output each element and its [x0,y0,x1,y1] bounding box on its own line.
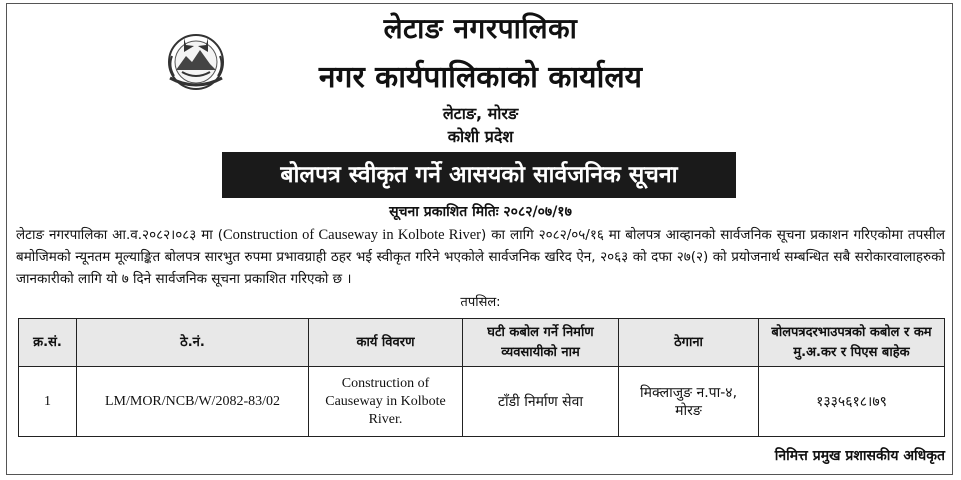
body-part-1: लेटाङ नगरपालिका आ.व.२०८२।०८३ मा ( [16,227,223,243]
body-part-2: ) का लागि २०८२/०५/१६ मा बोलपत्र आव्हानको सार्वजनिक सूचना प्रकाशन गरिएकोमा तपसील बमोजिमको न्यूनतम मूल्याङ्कित बोलपत्र सारभुत रुपमा प्रभावग्राही ठहर भई स्वीकृत गरिने भएकोले सार्वजनिक खरिद ऐन, २०६३ को दफा २७(२) को प्रयोजनार्थ सम्बन्धित सबै सरोकारवालाहरुको जानकारीको लागि यो ७ दिने सार्वजनिक सूचना प्रकाशित गरिएको छ । [16,227,946,287]
table-row [19,367,945,437]
schedule-label: तपसिल: [460,295,501,310]
cell-sn: 1 [19,367,77,437]
table-header-row [19,319,945,367]
cell-description: Construction of Causeway in Kolbote River. [309,367,463,437]
notice-body [16,224,945,290]
office-location: लेटाङ, मोरङ [442,104,519,123]
header-contract-no: ठे.नं. [77,319,309,367]
municipality-name: लेटाङ नगरपालिका [383,12,578,45]
header-amount: बोलपत्रदरभाउपत्रको कबोल र कम मु.अ.कर र पिएस बाहेक [759,319,945,367]
header-sn: क्र.सं. [19,319,77,367]
published-date: सूचना प्रकाशित मितिः २०८२/०७/१७ [389,204,572,220]
header-bidder: घटी कबोल गर्ने निर्माण व्यवसायीको नाम [463,319,619,367]
cell-amount: १३३५६१८।७९ [759,367,945,437]
header-description: कार्य विवरण [309,319,463,367]
signature-title: निमित्त प्रमुख प्रशासकीय अधिकृत [774,448,945,464]
office-name: नगर कार्यपालिकाको कार्यालय [318,60,643,95]
header-address: ठेगाना [619,319,759,367]
province-name: कोशी प्रदेश [447,127,514,146]
cell-contract-no: LM/MOR/NCB/W/2082-83/02 [77,367,309,437]
cell-address: मिक्लाजुङ न.पा-४, मोरङ [619,367,759,437]
bid-table [18,318,945,437]
project-name: Construction of Causeway in Kolbote River [222,227,482,243]
cell-bidder: टाँडी निर्माण सेवा [463,367,619,437]
notice-title-banner: बोलपत्र स्वीकृत गर्ने आसयको सार्वजनिक सूचना [222,152,736,198]
